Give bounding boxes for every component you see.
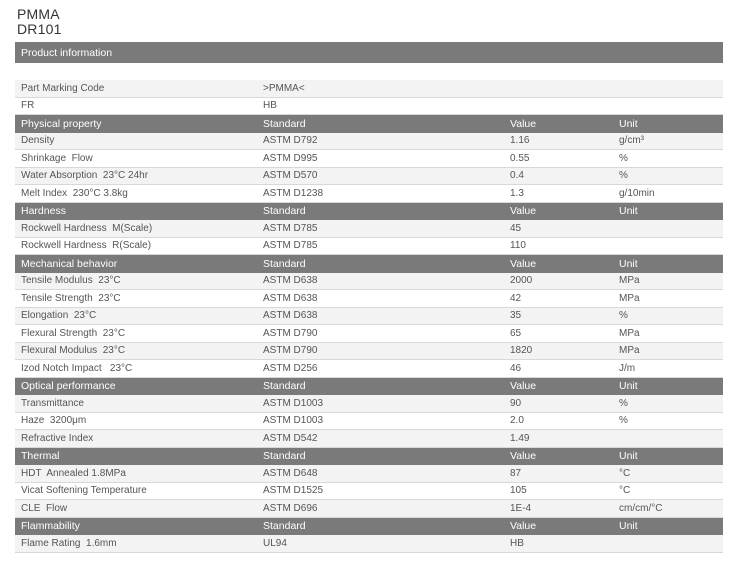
column-header-standard: Standard [263,450,306,463]
column-header-value: Value [510,205,537,218]
section-title: Thermal [21,450,60,463]
column-header-value: Value [510,257,537,270]
property-standard: ASTM D1003 [263,397,324,409]
property-standard: ASTM D1003 [263,415,324,427]
property-unit: % [619,415,628,427]
column-header-value: Value [510,380,537,393]
property-row [15,220,723,238]
property-row [15,500,723,518]
column-header-unit: Unit [619,380,638,393]
property-unit: °C [619,485,631,497]
property-row [15,238,723,256]
property-unit: °C [619,467,631,479]
column-header-value: Value [510,450,537,463]
property-standard: ASTM D638 [263,275,318,287]
column-header-standard: Standard [263,520,306,533]
property-value: 1.16 [510,135,530,147]
product-info-title: Product information [21,46,113,59]
property-unit: MPa [619,292,640,304]
property-unit: MPa [619,345,640,357]
column-header-value: Value [510,117,537,130]
property-row [15,273,723,291]
property-standard: ASTM D785 [263,240,318,252]
property-name: Tensile Modulus 23°C [21,275,121,287]
property-unit: % [619,152,628,164]
product-info-row [15,80,723,98]
section-header [15,518,723,536]
property-row [15,150,723,168]
column-header-standard: Standard [263,380,306,393]
property-unit: g/cm³ [619,135,644,147]
property-name: Flexural Modulus 23°C [21,345,126,357]
property-name: Elongation 23°C [21,310,97,322]
column-header-standard: Standard [263,117,306,130]
property-name: Flexural Strength 23°C [21,327,126,339]
datasheet [15,42,723,553]
section-header [15,378,723,396]
property-name: Transmittance [21,397,84,409]
property-row [15,308,723,326]
property-name: Rockwell Hardness M(Scale) [21,222,153,234]
column-header-unit: Unit [619,257,638,270]
property-name: Melt Index 230°C 3.8kg [21,187,128,199]
column-header-unit: Unit [619,117,638,130]
property-standard: ASTM D785 [263,222,318,234]
property-name: Rockwell Hardness R(Scale) [21,240,152,252]
property-standard: ASTM D790 [263,327,318,339]
property-value: 42 [510,292,522,304]
property-value: 87 [510,467,522,479]
property-value: 0.55 [510,152,530,164]
section-title: Flammability [21,520,80,533]
property-value: 90 [510,397,522,409]
property-value: 1820 [510,345,533,357]
section-title: Physical property [21,117,102,130]
property-unit: % [619,310,628,322]
property-unit: MPa [619,275,640,287]
section-header [15,203,723,221]
property-standard: ASTM D638 [263,292,318,304]
property-row [15,483,723,501]
property-name: Haze 3200μm [21,415,87,427]
property-value: 2000 [510,275,533,287]
property-name: Shrinkage Flow [21,152,93,164]
property-value: 1.3 [510,187,524,199]
property-value: 45 [510,222,522,234]
property-value: 1E-4 [510,502,532,514]
property-sections [15,115,723,553]
product-info-label: Part Marking Code [21,82,105,94]
property-name: Izod Notch Impact 23°C [21,362,133,374]
property-value: 65 [510,327,522,339]
column-header-standard: Standard [263,205,306,218]
property-standard: ASTM D790 [263,345,318,357]
property-value: 1.49 [510,432,530,444]
section-title: Mechanical behavior [21,257,118,270]
property-name: CLE Flow [21,502,68,514]
property-standard: ASTM D256 [263,362,318,374]
property-row [15,343,723,361]
column-header-unit: Unit [619,205,638,218]
column-header-unit: Unit [619,520,638,533]
property-name: Flame Rating 1.6mm [21,537,117,549]
column-header-unit: Unit [619,450,638,463]
column-header-standard: Standard [263,257,306,270]
property-unit: J/m [619,362,636,374]
property-name: Tensile Strength 23°C [21,292,121,304]
section-header [15,115,723,133]
material-name: PMMA [17,6,60,22]
property-row [15,413,723,431]
property-unit: MPa [619,327,640,339]
product-info-row [15,98,723,116]
property-value: 110 [510,240,526,252]
property-standard: ASTM D1525 [263,485,324,497]
property-standard: UL94 [263,537,287,549]
property-row [15,360,723,378]
property-value: 2.0 [510,415,524,427]
property-row [15,535,723,553]
property-name: Density [21,135,55,147]
spacer [15,63,723,80]
property-value: 35 [510,310,522,322]
property-row [15,290,723,308]
property-row [15,430,723,448]
product-info-rows [15,80,723,115]
product-info-value: >PMMA< [263,82,305,94]
property-standard: ASTM D638 [263,310,318,322]
property-standard: ASTM D792 [263,135,318,147]
property-name: HDT Annealed 1.8MPa [21,467,126,479]
property-row [15,465,723,483]
property-value: 46 [510,362,522,374]
property-unit: % [619,170,628,182]
grade-name: DR101 [17,21,62,37]
property-row [15,168,723,186]
property-name: Refractive Index [21,432,94,444]
property-standard: ASTM D570 [263,170,318,182]
product-info-header [15,42,723,63]
property-value: HB [510,537,524,549]
product-info-value: HB [263,100,277,112]
property-row [15,185,723,203]
property-standard: ASTM D648 [263,467,318,479]
property-unit: g/10min [619,187,655,199]
property-standard: ASTM D1238 [263,187,324,199]
property-unit: % [619,397,628,409]
property-row [15,395,723,413]
property-row [15,325,723,343]
product-info-label: FR [21,100,35,112]
property-standard: ASTM D995 [263,152,318,164]
section-header [15,255,723,273]
section-title: Optical performance [21,380,116,393]
column-header-value: Value [510,520,537,533]
property-standard: ASTM D542 [263,432,318,444]
property-value: 0.4 [510,170,524,182]
section-title: Hardness [21,205,66,218]
property-name: Water Absorption 23°C 24hr [21,170,149,182]
property-value: 105 [510,485,527,497]
property-row [15,133,723,151]
section-header [15,448,723,466]
property-unit: cm/cm/°C [619,502,663,514]
property-standard: ASTM D696 [263,502,318,514]
property-name: Vicat Softening Temperature [21,485,147,497]
